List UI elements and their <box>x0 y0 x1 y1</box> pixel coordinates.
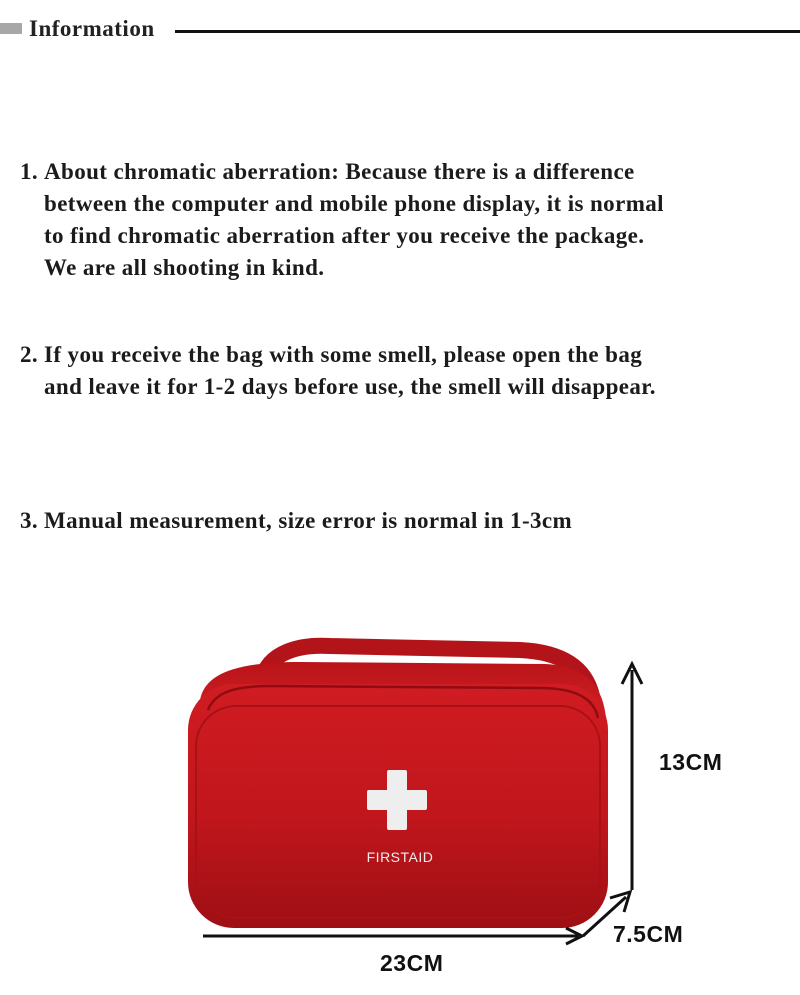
note-line: between the computer and mobile phone display, it is normal <box>44 191 664 216</box>
header-rule <box>175 30 800 33</box>
note-3 <box>20 505 572 537</box>
note-line: We are all shooting in kind. <box>44 255 325 280</box>
note-1 <box>20 156 664 284</box>
depth-label: 7.5CM <box>613 921 684 947</box>
note-number: 3. <box>20 508 39 533</box>
header-marker <box>0 23 22 34</box>
note-2 <box>20 339 656 403</box>
product-image <box>0 600 800 991</box>
bag-label: FIRSTAID <box>366 849 434 865</box>
width-label: 23CM <box>380 950 444 976</box>
note-number: 2. <box>20 342 39 367</box>
note-line: Manual measurement, size error is normal in 1-3cm <box>44 508 573 533</box>
section-title: Information <box>29 16 155 41</box>
note-line: to find chromatic aberration after you receive the package. <box>44 223 645 248</box>
section-header <box>0 14 800 48</box>
note-line: About chromatic aberration: Because there is a difference <box>44 159 635 184</box>
height-label: 13CM <box>659 749 723 775</box>
note-number: 1. <box>20 159 39 184</box>
note-line: and leave it for 1-2 days before use, the smell will disappear. <box>44 374 656 399</box>
note-line: If you receive the bag with some smell, please open the bag <box>44 342 643 367</box>
